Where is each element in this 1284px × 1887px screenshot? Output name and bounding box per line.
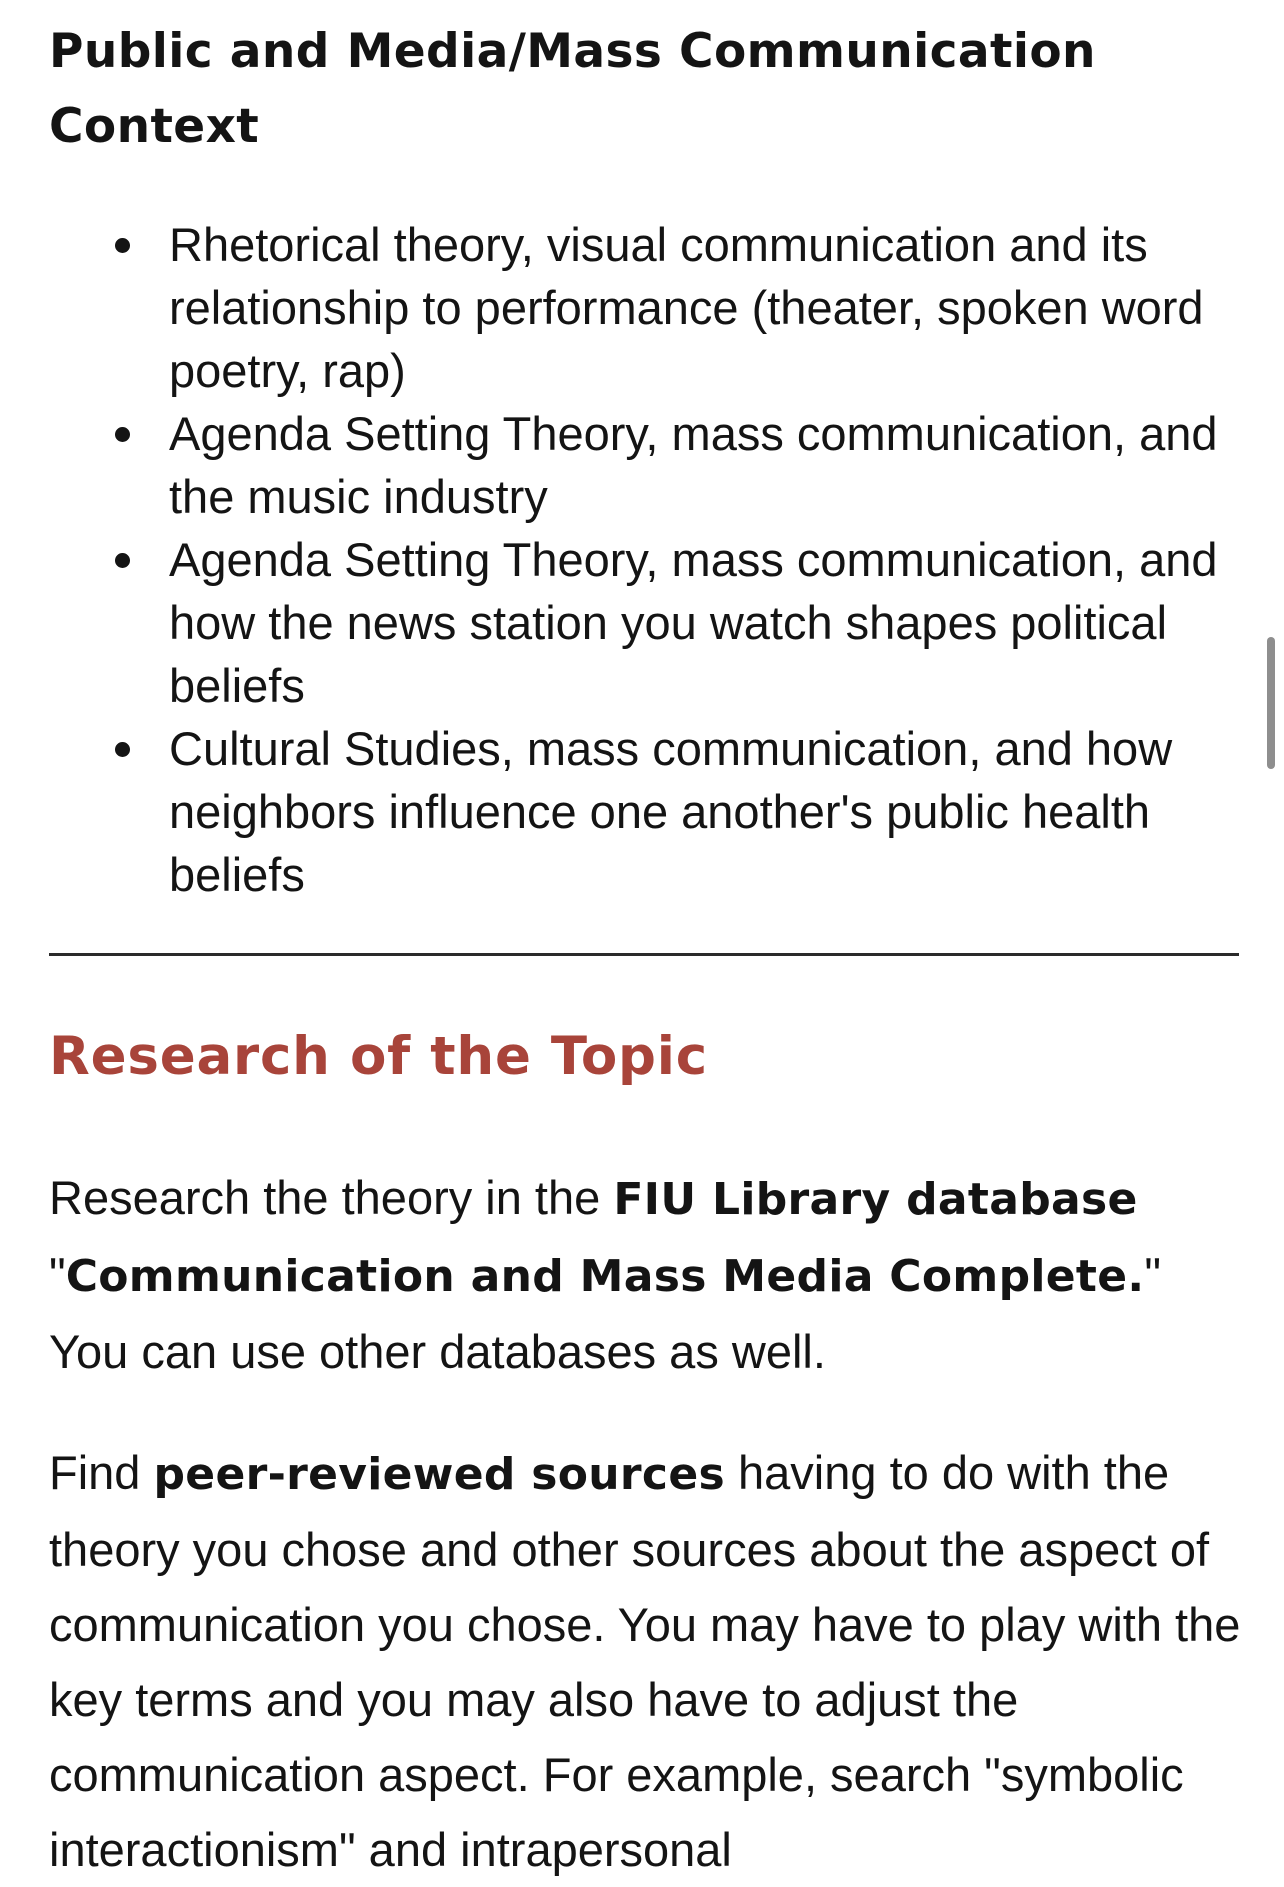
sources-instructions-paragraph <box>49 1435 1244 1887</box>
peer-reviewed-emphasis: peer-reviewed sources <box>153 1449 725 1500</box>
paragraph-text: " <box>49 1248 66 1301</box>
topic-list-item <box>49 213 1229 402</box>
paragraph-text: " You can use other databases as well. <box>49 1248 1162 1378</box>
topic-list-item <box>49 717 1229 906</box>
topic-text: Rhetorical theory, visual communication and its relationship to performance (theater, spoken word poetry, rap) <box>169 218 1204 397</box>
topic-text: Agenda Setting Theory, mass communication, and how the news station you watch shapes political beliefs <box>169 533 1218 712</box>
library-database-emphasis: FIU Library database <box>613 1174 1138 1225</box>
paragraph-text: Research the theory in the <box>49 1171 614 1224</box>
topic-text: Agenda Setting Theory, mass communication, and the music industry <box>169 407 1218 523</box>
topic-list-item <box>49 402 1229 528</box>
database-instructions-paragraph <box>49 1160 1244 1389</box>
research-section-heading: Research of the Topic <box>49 1026 708 1087</box>
database-name-emphasis: Communication and Mass Media Complete. <box>65 1251 1145 1302</box>
topic-text: Cultural Studies, mass communication, and how neighbors influence one another's public health beliefs <box>169 722 1173 901</box>
section-divider <box>49 953 1239 956</box>
bullet-icon <box>115 742 130 757</box>
context-section-heading: Public and Media/Mass Communication Context <box>49 24 1096 154</box>
bullet-icon <box>115 553 130 568</box>
topic-list <box>49 213 1229 906</box>
topic-list-item <box>49 528 1229 717</box>
paragraph-text: having to do with the theory you chose and other sources about the aspect of communication you chose. You may have to play with the key terms and you may also have to adjust the communication aspect. For example, search "symbolic interactionism" and intrapersonal <box>49 1446 1241 1876</box>
scrollbar-thumb[interactable] <box>1267 637 1275 769</box>
bullet-icon <box>115 238 130 253</box>
paragraph-text: Find <box>49 1446 154 1499</box>
bullet-icon <box>115 427 130 442</box>
